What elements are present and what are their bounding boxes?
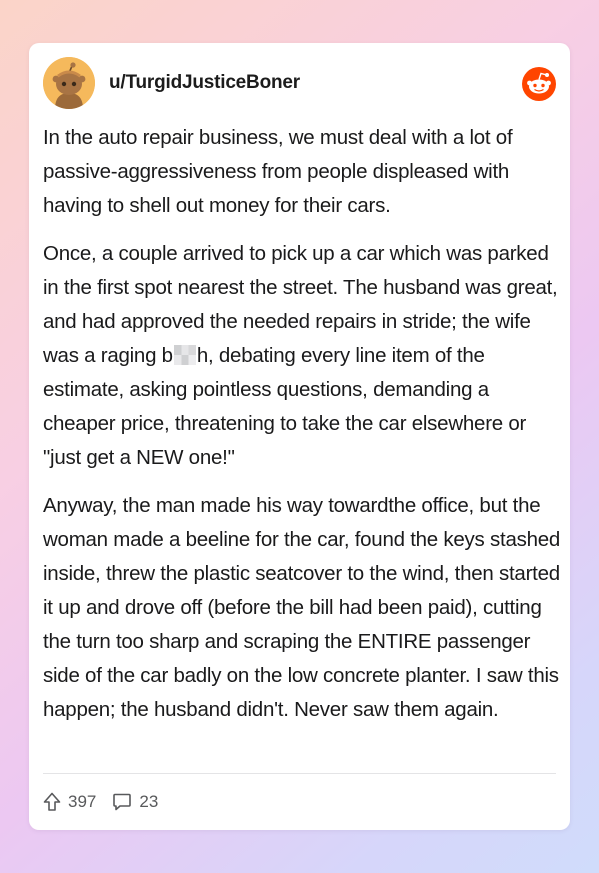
post-card bbox=[29, 43, 570, 830]
upvote-arrow-icon[interactable] bbox=[43, 792, 61, 812]
reddit-logo-icon bbox=[522, 67, 556, 101]
upvote-stat[interactable] bbox=[43, 792, 96, 812]
post-paragraph bbox=[43, 237, 561, 475]
comment-count: 23 bbox=[139, 792, 159, 811]
post-text-segment: h, debating every line item of the estimate, asking pointless questions, demanding a cheaper price, threatening to take the car elsewhere or "just get a NEW one!" bbox=[43, 344, 527, 469]
footer-divider bbox=[43, 773, 556, 774]
censored-word-blur bbox=[174, 345, 196, 365]
post-paragraph: Anyway, the man made his way towardthe office, but the woman made a beeline for the car, found the keys stashed inside, threw the plastic seatcover to the wind, then started it up and drove off (before the bill had been paid), cutting the turn too sharp and scraping the ENTIRE passenger side of the car badly on the low concrete planter. I saw this happen; the husband didn't. Never saw them again. bbox=[43, 494, 561, 721]
comment-stat[interactable] bbox=[112, 792, 158, 812]
post-body bbox=[43, 121, 561, 741]
post-paragraph: In the auto repair business, we must deal with a lot of passive-aggressiveness from people displeased with having to shell out money for their cars. bbox=[43, 126, 513, 217]
post-header bbox=[43, 57, 556, 109]
post-footer bbox=[43, 789, 158, 815]
post-text-segment: Once, a couple arrived to pick up a car which was parked in the first spot nearest the street. The husband was great, and had approved the needed repairs in stride; the wife was a raging b bbox=[43, 242, 558, 367]
upvote-count: 397 bbox=[68, 792, 97, 811]
snoo-avatar-icon[interactable] bbox=[43, 57, 95, 109]
comment-bubble-icon[interactable] bbox=[112, 792, 132, 812]
post-username[interactable]: u/TurgidJusticeBoner bbox=[109, 72, 300, 93]
